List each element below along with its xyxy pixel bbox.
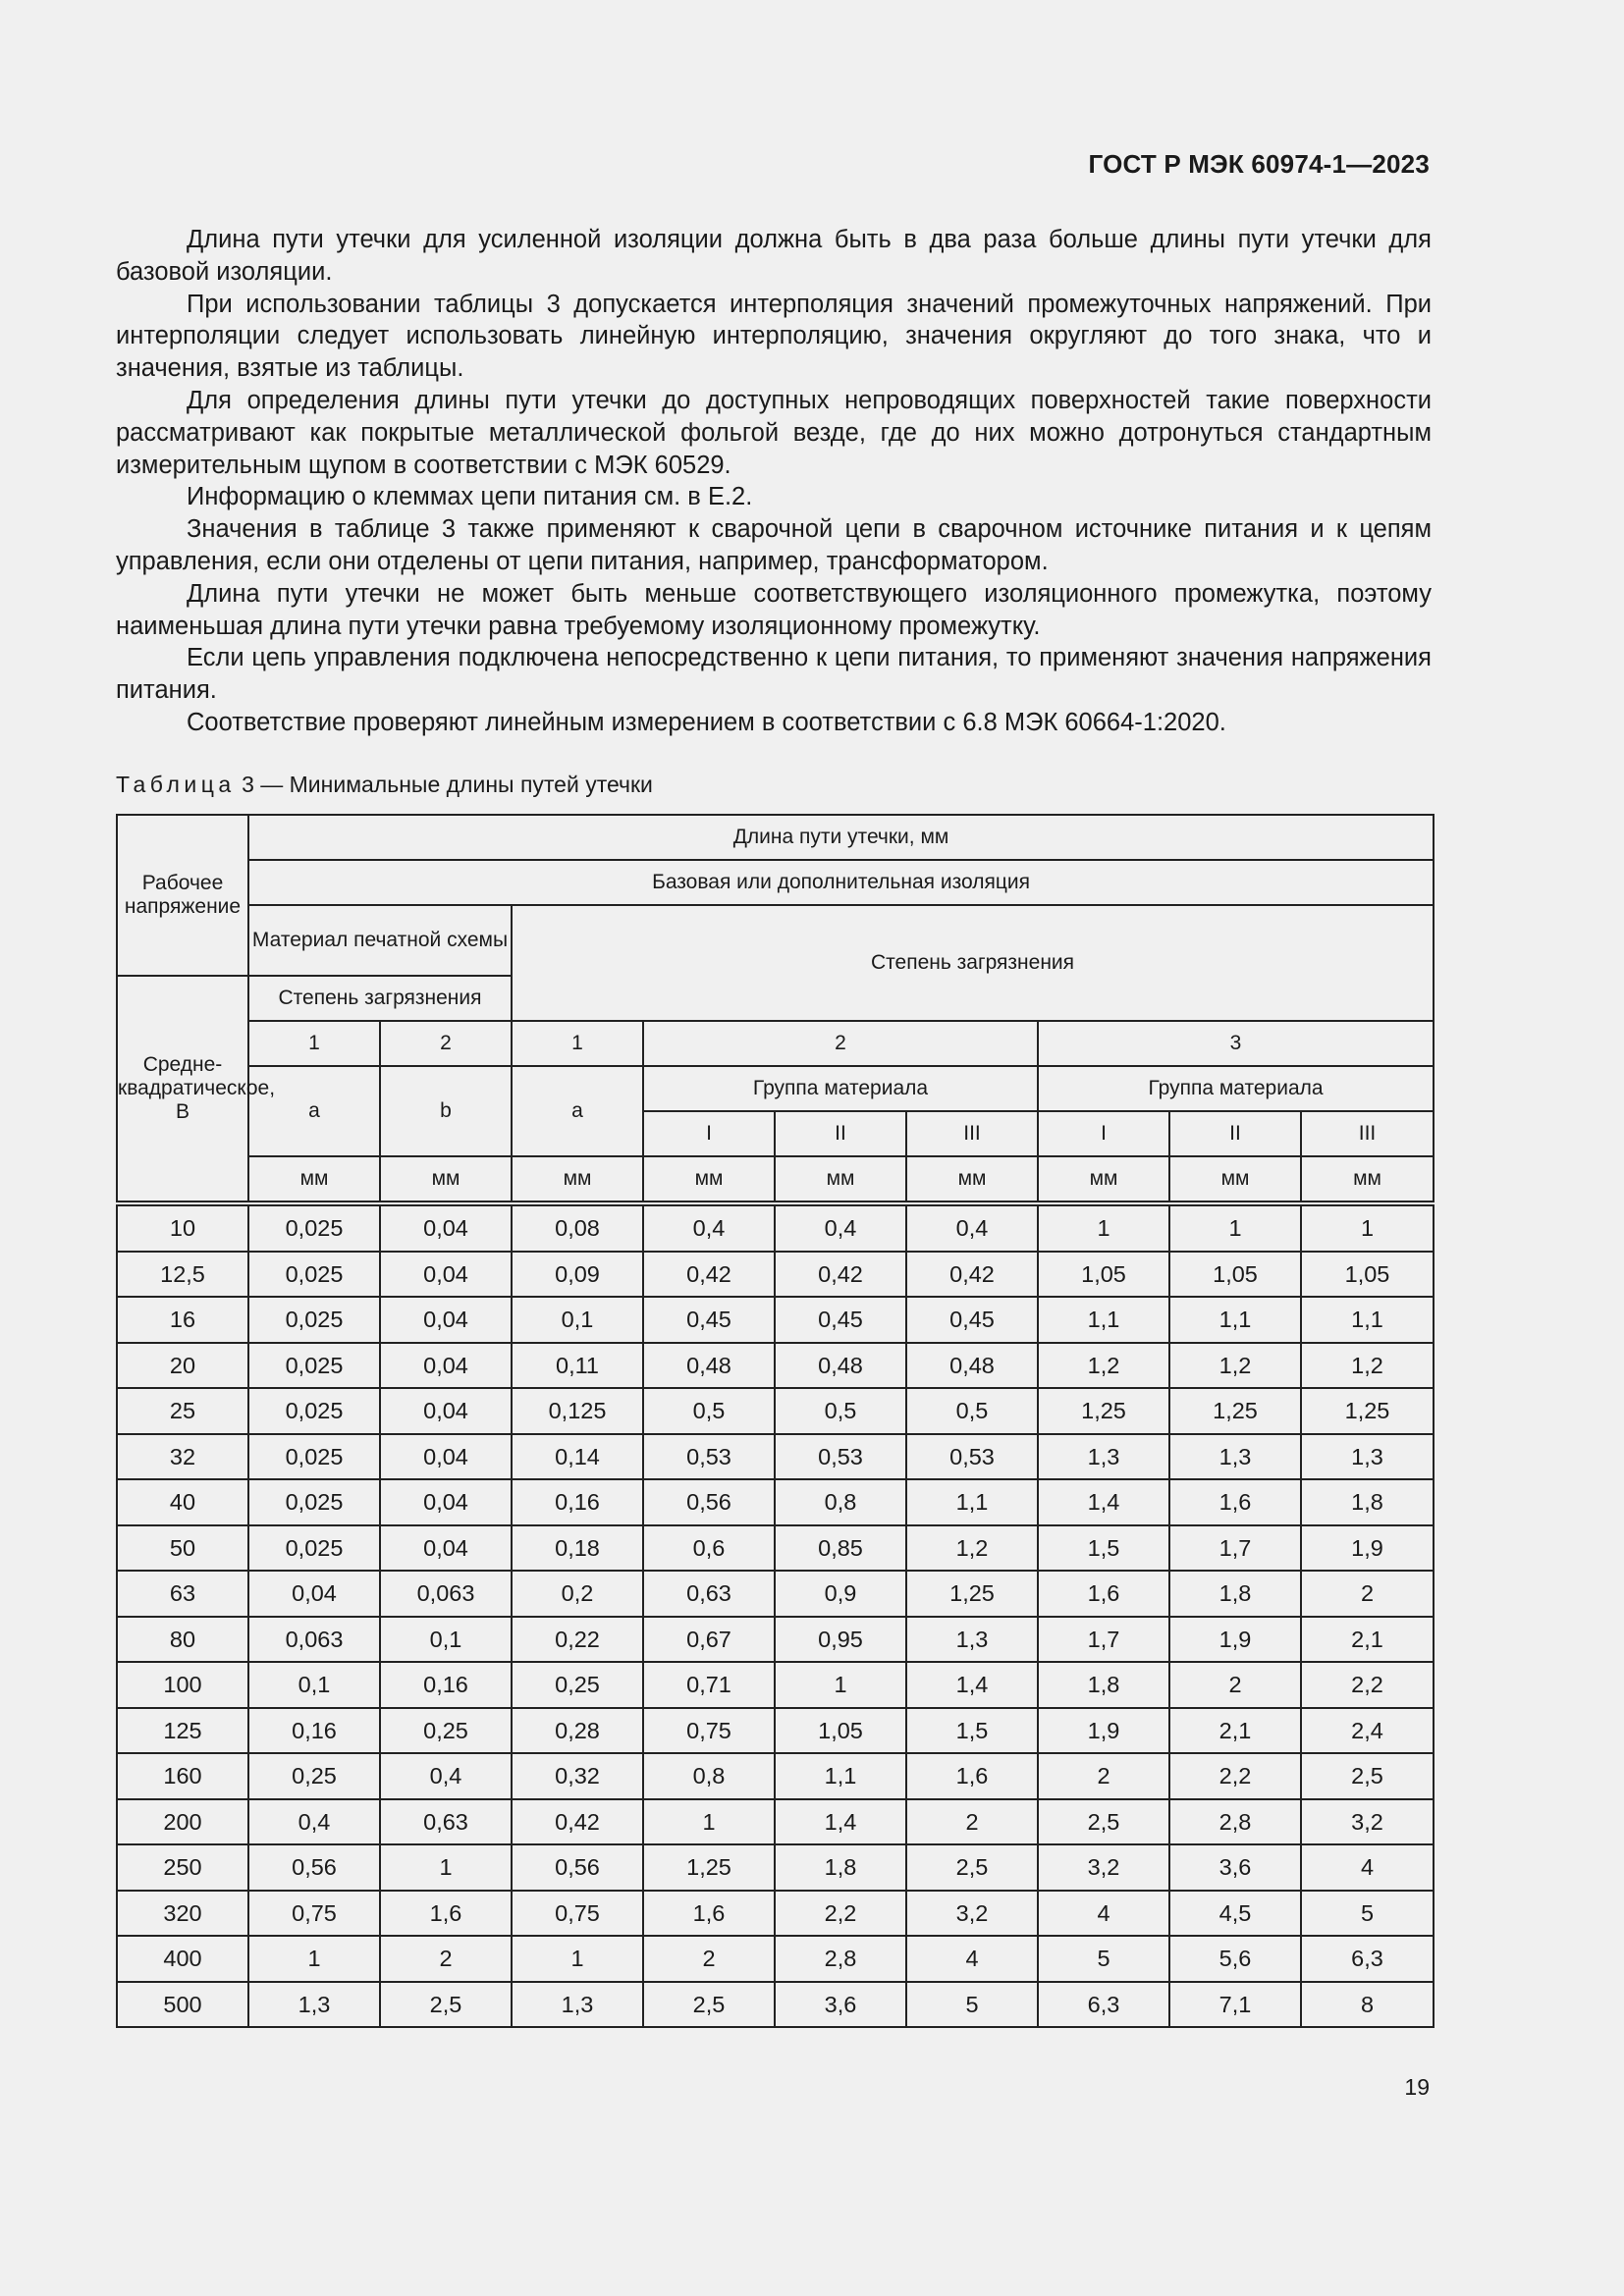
creepage-cell: 0,063: [380, 1571, 512, 1617]
document-code: ГОСТ Р МЭК 60974-1—2023: [1088, 149, 1430, 179]
creepage-cell: 0,45: [906, 1297, 1038, 1343]
creepage-cell: 0,53: [643, 1434, 775, 1480]
creepage-cell: 4: [906, 1936, 1038, 1982]
creepage-cell: 1,5: [1038, 1525, 1169, 1572]
header-degree-3: 3: [1038, 1021, 1434, 1066]
creepage-cell: 0,04: [380, 1434, 512, 1480]
creepage-cell: 1: [775, 1662, 906, 1708]
creepage-cell: 1: [380, 1844, 512, 1891]
creepage-cell: 1,3: [906, 1617, 1038, 1663]
creepage-cell: 0,04: [380, 1525, 512, 1572]
creepage-cell: 1,2: [1038, 1343, 1169, 1389]
creepage-cell: 0,025: [248, 1252, 380, 1298]
creepage-cell: 1,4: [775, 1799, 906, 1845]
creepage-cell: 1,6: [1169, 1479, 1301, 1525]
creepage-cell: 0,18: [512, 1525, 643, 1572]
creepage-cell: 0,04: [380, 1388, 512, 1434]
voltage-cell: 160: [117, 1753, 248, 1799]
creepage-cell: 1,9: [1038, 1708, 1169, 1754]
creepage-cell: 0,85: [775, 1525, 906, 1572]
creepage-cell: 0,45: [775, 1297, 906, 1343]
creepage-cell: 4: [1301, 1844, 1434, 1891]
creepage-cell: 1: [248, 1936, 380, 1982]
page-number: 19: [1404, 2074, 1430, 2100]
creepage-cell: 1,8: [775, 1844, 906, 1891]
creepage-cell: 2,5: [906, 1844, 1038, 1891]
creepage-cell: 5: [1038, 1936, 1169, 1982]
creepage-cell: 0,56: [248, 1844, 380, 1891]
creepage-cell: 1: [1301, 1203, 1434, 1252]
creepage-cell: 0,09: [512, 1252, 643, 1298]
paragraph: Информацию о клеммах цепи питания см. в Е.2.: [187, 483, 753, 511]
creepage-cell: 2: [1038, 1753, 1169, 1799]
header-group-III: III: [906, 1111, 1038, 1156]
creepage-cell: 5: [906, 1982, 1038, 2028]
header-unit: мм: [643, 1156, 775, 1203]
table-header: [117, 815, 1434, 1203]
table-row: [117, 1936, 1434, 1982]
creepage-cell: 1,7: [1169, 1525, 1301, 1572]
creepage-cell: 1,1: [1301, 1297, 1434, 1343]
creepage-cell: 0,2: [512, 1571, 643, 1617]
creepage-cell: 0,32: [512, 1753, 643, 1799]
table-row: [117, 1844, 1434, 1891]
voltage-cell: 50: [117, 1525, 248, 1572]
creepage-cell: 1,05: [1038, 1252, 1169, 1298]
header-insulation: Базовая или дополнительная изоляция: [248, 860, 1434, 905]
creepage-cell: 0,04: [380, 1343, 512, 1389]
voltage-cell: 25: [117, 1388, 248, 1434]
creepage-cell: 3,6: [775, 1982, 906, 2028]
creepage-cell: 0,48: [643, 1343, 775, 1389]
header-material-group-2: Группа материала: [643, 1066, 1038, 1111]
creepage-cell: 2,2: [1301, 1662, 1434, 1708]
creepage-cell: 4,5: [1169, 1891, 1301, 1937]
creepage-cell: 1,1: [1038, 1297, 1169, 1343]
paragraph: При использовании таблицы 3 допускается интерполяция значений промежуточных напряжений. При интерполяции следует использовать линейную интерполяцию, значения округляют до того знака, что и значения, взятые из таблицы.: [116, 290, 1432, 383]
creepage-cell: 0,5: [906, 1388, 1038, 1434]
voltage-cell: 200: [117, 1799, 248, 1845]
creepage-cell: 0,04: [380, 1203, 512, 1252]
paragraph: Длина пути утечки для усиленной изоляции должна быть в два раза больше длины пути утечки для базовой изоляции.: [116, 226, 1432, 286]
creepage-cell: 0,53: [775, 1434, 906, 1480]
creepage-cell: 3,2: [1301, 1799, 1434, 1845]
table-caption-label: Таблица: [116, 772, 236, 797]
creepage-cell: 1: [1169, 1203, 1301, 1252]
creepage-cell: 1,9: [1169, 1617, 1301, 1663]
table-row: [117, 1252, 1434, 1298]
voltage-cell: 10: [117, 1203, 248, 1252]
table-row: [117, 1388, 1434, 1434]
creepage-cell: 0,025: [248, 1388, 380, 1434]
creepage-cell: 1,6: [906, 1753, 1038, 1799]
voltage-cell: 320: [117, 1891, 248, 1937]
header-material-a2: a: [512, 1066, 643, 1156]
creepage-cell: 0,25: [248, 1753, 380, 1799]
creepage-cell: 0,04: [380, 1297, 512, 1343]
header-group-II: II: [775, 1111, 906, 1156]
creepage-cell: 0,42: [906, 1252, 1038, 1298]
creepage-cell: 0,025: [248, 1479, 380, 1525]
paragraph: Длина пути утечки не может быть меньше соответствующего изоляционного промежутка, поэтому наименьшая длина пути утечки равна требуемому изоляционному промежутку.: [116, 579, 1432, 640]
creepage-cell: 5,6: [1169, 1936, 1301, 1982]
creepage-cell: 1,4: [906, 1662, 1038, 1708]
creepage-cell: 0,75: [512, 1891, 643, 1937]
table-row: [117, 1891, 1434, 1937]
voltage-cell: 80: [117, 1617, 248, 1663]
voltage-cell: 125: [117, 1708, 248, 1754]
creepage-cell: 0,11: [512, 1343, 643, 1389]
header-unit: мм: [1169, 1156, 1301, 1203]
creepage-cell: 0,6: [643, 1525, 775, 1572]
creepage-cell: 2: [906, 1799, 1038, 1845]
creepage-cell: 1,7: [1038, 1617, 1169, 1663]
creepage-cell: 1,6: [643, 1891, 775, 1937]
creepage-cell: 1,05: [1169, 1252, 1301, 1298]
creepage-cell: 0,42: [512, 1799, 643, 1845]
creepage-cell: 1,3: [1301, 1434, 1434, 1480]
creepage-cell: 0,16: [380, 1662, 512, 1708]
header-unit: мм: [906, 1156, 1038, 1203]
creepage-cell: 5: [1301, 1891, 1434, 1937]
creepage-cell: 1,1: [1169, 1297, 1301, 1343]
voltage-cell: 12,5: [117, 1252, 248, 1298]
creepage-cell: 0,063: [248, 1617, 380, 1663]
creepage-cell: 6,3: [1301, 1936, 1434, 1982]
header-degree-1b: 1: [512, 1021, 643, 1066]
table-caption: [116, 772, 653, 798]
creepage-cell: 1,2: [1301, 1343, 1434, 1389]
header-pollution-degree: Степень загрязнения: [512, 905, 1434, 1021]
paragraph: Если цепь управления подключена непосредственно к цепи питания, то применяют значения напряжения питания.: [116, 644, 1432, 705]
header-group-I: I: [643, 1111, 775, 1156]
voltage-cell: 500: [117, 1982, 248, 2028]
creepage-cell: 1,3: [248, 1982, 380, 2028]
creepage-cell: 2,1: [1301, 1617, 1434, 1663]
header-material-b: b: [380, 1066, 512, 1156]
header-degree-2b: 2: [643, 1021, 1038, 1066]
creepage-cell: 1,9: [1301, 1525, 1434, 1572]
creepage-cell: 1,05: [775, 1708, 906, 1754]
creepage-cell: 0,25: [512, 1662, 643, 1708]
creepage-cell: 2,8: [1169, 1799, 1301, 1845]
table-row: [117, 1982, 1434, 2028]
header-unit: мм: [512, 1156, 643, 1203]
creepage-cell: 0,48: [906, 1343, 1038, 1389]
creepage-cell: 1,3: [512, 1982, 643, 2028]
voltage-cell: 63: [117, 1571, 248, 1617]
creepage-cell: 3,2: [906, 1891, 1038, 1937]
creepage-cell: 0,5: [775, 1388, 906, 1434]
table-row: [117, 1708, 1434, 1754]
table-body: [117, 1203, 1434, 2027]
header-unit: мм: [775, 1156, 906, 1203]
voltage-cell: 16: [117, 1297, 248, 1343]
creepage-cell: 1: [643, 1799, 775, 1845]
creepage-cell: 2,5: [1038, 1799, 1169, 1845]
voltage-cell: 400: [117, 1936, 248, 1982]
header-unit: мм: [248, 1156, 380, 1203]
header-rms: Средне-квадратическое, В: [117, 976, 248, 1203]
table-row: [117, 1662, 1434, 1708]
creepage-cell: 1,25: [1038, 1388, 1169, 1434]
table-row: [117, 1753, 1434, 1799]
creepage-cell: 1,8: [1038, 1662, 1169, 1708]
table-row: [117, 1525, 1434, 1572]
table-row: [117, 1571, 1434, 1617]
header-working-voltage: Рабочее напряжение: [117, 815, 248, 976]
body-text: [116, 224, 1432, 739]
creepage-cell: 0,025: [248, 1525, 380, 1572]
creepage-cell: 0,42: [643, 1252, 775, 1298]
creepage-cell: 0,16: [248, 1708, 380, 1754]
creepage-cell: 0,22: [512, 1617, 643, 1663]
creepage-cell: 0,125: [512, 1388, 643, 1434]
header-unit: мм: [1301, 1156, 1434, 1203]
creepage-cell: 0,04: [380, 1252, 512, 1298]
header-pcb-material: Материал печатной схемы: [248, 905, 512, 976]
creepage-cell: 1,3: [1169, 1434, 1301, 1480]
creepage-cell: 0,14: [512, 1434, 643, 1480]
creepage-cell: 0,53: [906, 1434, 1038, 1480]
creepage-cell: 0,04: [248, 1571, 380, 1617]
creepage-cell: 3,6: [1169, 1844, 1301, 1891]
paragraph: Для определения длины пути утечки до доступных непроводящих поверхностей такие поверхности рассматривают как покрытые металлической фольгой везде, где до них можно дотронуться стандартным измерительным щупом в соответствии с МЭК 60529.: [116, 386, 1432, 479]
creepage-cell: 1,25: [643, 1844, 775, 1891]
creepage-cell: 8: [1301, 1982, 1434, 2028]
creepage-cell: 1,4: [1038, 1479, 1169, 1525]
creepage-cell: 0,95: [775, 1617, 906, 1663]
creepage-cell: 2,5: [643, 1982, 775, 2028]
creepage-cell: 0,28: [512, 1708, 643, 1754]
creepage-cell: 6,3: [1038, 1982, 1169, 2028]
creepage-cell: 2: [380, 1936, 512, 1982]
creepage-cell: 0,9: [775, 1571, 906, 1617]
creepage-cell: 0,16: [512, 1479, 643, 1525]
creepage-cell: 0,63: [643, 1571, 775, 1617]
creepage-cell: 2,5: [380, 1982, 512, 2028]
creepage-cell: 0,025: [248, 1434, 380, 1480]
creepage-cell: 0,04: [380, 1479, 512, 1525]
creepage-cell: 0,1: [512, 1297, 643, 1343]
creepage-cell: 0,4: [906, 1203, 1038, 1252]
creepage-cell: 1,8: [1301, 1479, 1434, 1525]
creepage-table: [116, 814, 1435, 2028]
creepage-cell: 0,8: [643, 1753, 775, 1799]
creepage-cell: 0,8: [775, 1479, 906, 1525]
creepage-cell: 0,1: [380, 1617, 512, 1663]
table-row: [117, 1203, 1434, 1252]
creepage-cell: 2: [1301, 1571, 1434, 1617]
table-row: [117, 1617, 1434, 1663]
creepage-cell: 0,63: [380, 1799, 512, 1845]
creepage-cell: 0,4: [775, 1203, 906, 1252]
creepage-cell: 1,25: [1301, 1388, 1434, 1434]
creepage-cell: 2,8: [775, 1936, 906, 1982]
voltage-cell: 40: [117, 1479, 248, 1525]
header-unit: мм: [380, 1156, 512, 1203]
creepage-cell: 0,75: [643, 1708, 775, 1754]
table-row: [117, 1297, 1434, 1343]
creepage-cell: 0,56: [643, 1479, 775, 1525]
creepage-cell: 0,45: [643, 1297, 775, 1343]
creepage-cell: 1,25: [1169, 1388, 1301, 1434]
creepage-cell: 1,1: [906, 1479, 1038, 1525]
header-group-I: I: [1038, 1111, 1169, 1156]
voltage-cell: 32: [117, 1434, 248, 1480]
creepage-cell: 0,4: [643, 1203, 775, 1252]
creepage-cell: 1,2: [1169, 1343, 1301, 1389]
creepage-cell: 2: [1169, 1662, 1301, 1708]
header-unit: мм: [1038, 1156, 1169, 1203]
creepage-cell: 4: [1038, 1891, 1169, 1937]
header-degree-2: 2: [380, 1021, 512, 1066]
header-material-a: a: [248, 1066, 380, 1156]
creepage-cell: 2,2: [1169, 1753, 1301, 1799]
creepage-cell: 2,5: [1301, 1753, 1434, 1799]
creepage-cell: 0,4: [380, 1753, 512, 1799]
creepage-cell: 1,1: [775, 1753, 906, 1799]
creepage-cell: 0,1: [248, 1662, 380, 1708]
creepage-cell: 1,6: [1038, 1571, 1169, 1617]
creepage-cell: 1,5: [906, 1708, 1038, 1754]
creepage-cell: 2,4: [1301, 1708, 1434, 1754]
table-row: [117, 1479, 1434, 1525]
creepage-cell: 0,025: [248, 1297, 380, 1343]
header-creepage: Длина пути утечки, мм: [248, 815, 1434, 860]
table-row: [117, 1343, 1434, 1389]
paragraph: Соответствие проверяют линейным измерением в соответствии с 6.8 МЭК 60664-1:2020.: [187, 708, 1226, 736]
header-degree-1: 1: [248, 1021, 380, 1066]
table-row: [117, 1799, 1434, 1845]
creepage-cell: 2: [643, 1936, 775, 1982]
creepage-cell: 0,08: [512, 1203, 643, 1252]
table-row: [117, 1434, 1434, 1480]
creepage-cell: 0,56: [512, 1844, 643, 1891]
creepage-cell: 2,2: [775, 1891, 906, 1937]
voltage-cell: 20: [117, 1343, 248, 1389]
creepage-cell: 0,42: [775, 1252, 906, 1298]
creepage-cell: 0,025: [248, 1343, 380, 1389]
creepage-cell: 1,2: [906, 1525, 1038, 1572]
creepage-cell: 1,05: [1301, 1252, 1434, 1298]
creepage-cell: 0,5: [643, 1388, 775, 1434]
creepage-cell: 0,71: [643, 1662, 775, 1708]
creepage-cell: 0,67: [643, 1617, 775, 1663]
creepage-cell: 0,025: [248, 1203, 380, 1252]
header-group-II: II: [1169, 1111, 1301, 1156]
creepage-cell: 1,25: [906, 1571, 1038, 1617]
header-group-III: III: [1301, 1111, 1434, 1156]
creepage-cell: 1,3: [1038, 1434, 1169, 1480]
creepage-cell: 0,25: [380, 1708, 512, 1754]
table-caption-text: 3 — Минимальные длины путей утечки: [235, 772, 653, 797]
creepage-cell: 0,75: [248, 1891, 380, 1937]
creepage-cell: 1: [1038, 1203, 1169, 1252]
voltage-cell: 100: [117, 1662, 248, 1708]
creepage-cell: 0,48: [775, 1343, 906, 1389]
header-material-group-3: Группа материала: [1038, 1066, 1434, 1111]
creepage-cell: 7,1: [1169, 1982, 1301, 2028]
header-pcb-pollution: Степень загрязнения: [248, 976, 512, 1021]
creepage-cell: 1,6: [380, 1891, 512, 1937]
creepage-cell: 1,8: [1169, 1571, 1301, 1617]
voltage-cell: 250: [117, 1844, 248, 1891]
creepage-cell: 3,2: [1038, 1844, 1169, 1891]
creepage-cell: 2,1: [1169, 1708, 1301, 1754]
paragraph: Значения в таблице 3 также применяют к сварочной цепи в сварочном источнике питания и к цепям управления, если они отделены от цепи питания, например, трансформатором.: [116, 515, 1432, 575]
creepage-cell: 0,4: [248, 1799, 380, 1845]
creepage-cell: 1: [512, 1936, 643, 1982]
